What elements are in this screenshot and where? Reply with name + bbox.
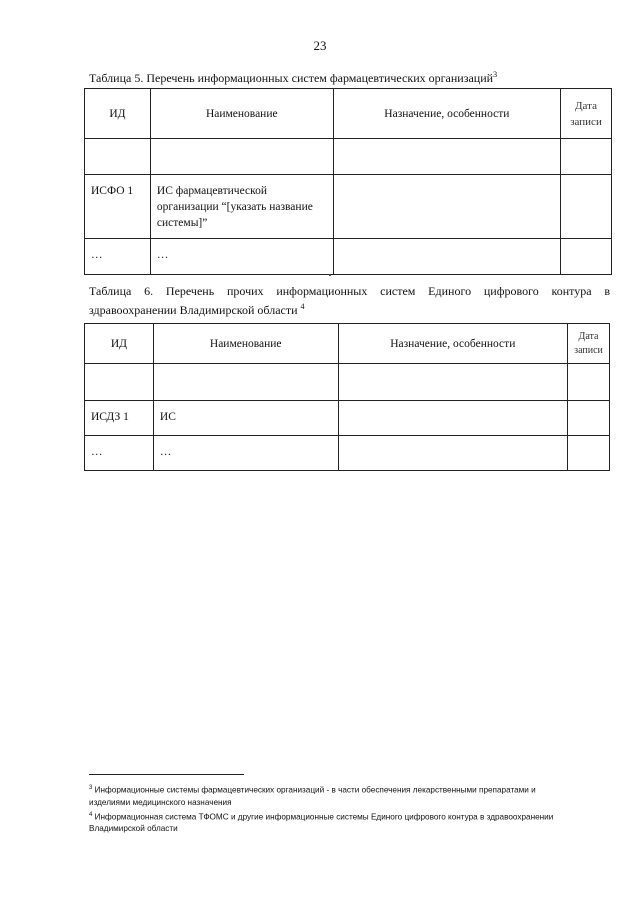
table5: [84, 88, 612, 275]
table6-cell-purpose: [338, 436, 567, 471]
table6-caption-text: Таблица 6. Перечень прочих информационных систем Единого цифрового контура в здравоохранении Владимирской области: [89, 284, 610, 317]
footnote-separator: [89, 774, 244, 775]
table5-header-id: ИД: [85, 89, 151, 139]
table6: [84, 323, 610, 471]
table6-cell-id: [85, 364, 154, 401]
footnote-4: [89, 809, 569, 836]
table5-cell-purpose: [333, 175, 560, 239]
table5-cell-purpose: [333, 139, 560, 175]
table5-cell-purpose: [333, 239, 560, 275]
table5-cell-id: [85, 139, 151, 175]
table6-cell-id: ИСДЗ 1: [85, 401, 154, 436]
table6-cell-purpose: [338, 364, 567, 401]
table6-cell-name: ИС: [153, 401, 338, 436]
table6-footnote-mark: 4: [300, 302, 305, 311]
footnote-mark: 3: [89, 785, 93, 791]
table5-cell-date: [561, 175, 612, 239]
table5-header-row: [85, 89, 612, 139]
table6-cell-name: …: [153, 436, 338, 471]
table6-cell-date: [568, 364, 610, 401]
table-row: [85, 401, 610, 436]
table-row: [85, 239, 612, 275]
table6-cell-date: [568, 436, 610, 471]
table6-cell-name: [153, 364, 338, 401]
table6-cell-date: [568, 401, 610, 436]
footnote-text: Информационная система ТФОМС и другие информационные системы Единого цифрового контура в здравоохранении Владимирской области: [89, 812, 554, 834]
table5-cell-date: [561, 139, 612, 175]
table6-header-row: [85, 324, 610, 364]
table6-header-date: Дата записи: [568, 324, 610, 364]
table5-header-name: Наименование: [150, 89, 333, 139]
table5-cell-id: ИСФО 1: [85, 175, 151, 239]
table5-cell-name: [150, 139, 333, 175]
table6-header-purpose: Назначение, особенности: [338, 324, 567, 364]
table-row: [85, 364, 610, 401]
table-row: [85, 175, 612, 239]
table5-cell-name: …: [150, 239, 333, 275]
table5-caption: [89, 67, 559, 86]
table6-header-id: ИД: [85, 324, 154, 364]
table5-cell-id: …: [85, 239, 151, 275]
page-number: 23: [313, 38, 327, 53]
footnote-text: Информационные системы фармацевтических организаций - в части обеспечения лекарственными препаратами и изделиями медицинского назначения: [89, 785, 536, 807]
footnote-mark: 4: [89, 811, 93, 818]
table6-cell-purpose: [338, 401, 567, 436]
stray-dot: [329, 274, 331, 276]
table5-header-date: Дата записи: [561, 89, 612, 139]
footnotes: [89, 782, 569, 835]
table5-cell-name: ИС фармацевтической организации “[указать название системы]”: [150, 175, 333, 239]
table-row: [85, 436, 610, 471]
table5-cell-date: [561, 239, 612, 275]
table5-caption-text: Таблица 5. Перечень информационных систем фармацевтических организаций: [89, 71, 494, 85]
table5-footnote-mark: 3: [493, 70, 498, 79]
table-row: [85, 139, 612, 175]
footnote-3: [89, 782, 569, 809]
table6-header-name: Наименование: [153, 324, 338, 364]
table5-header-purpose: Назначение, особенности: [333, 89, 560, 139]
table6-caption: [89, 284, 610, 318]
table6-cell-id: …: [85, 436, 154, 471]
